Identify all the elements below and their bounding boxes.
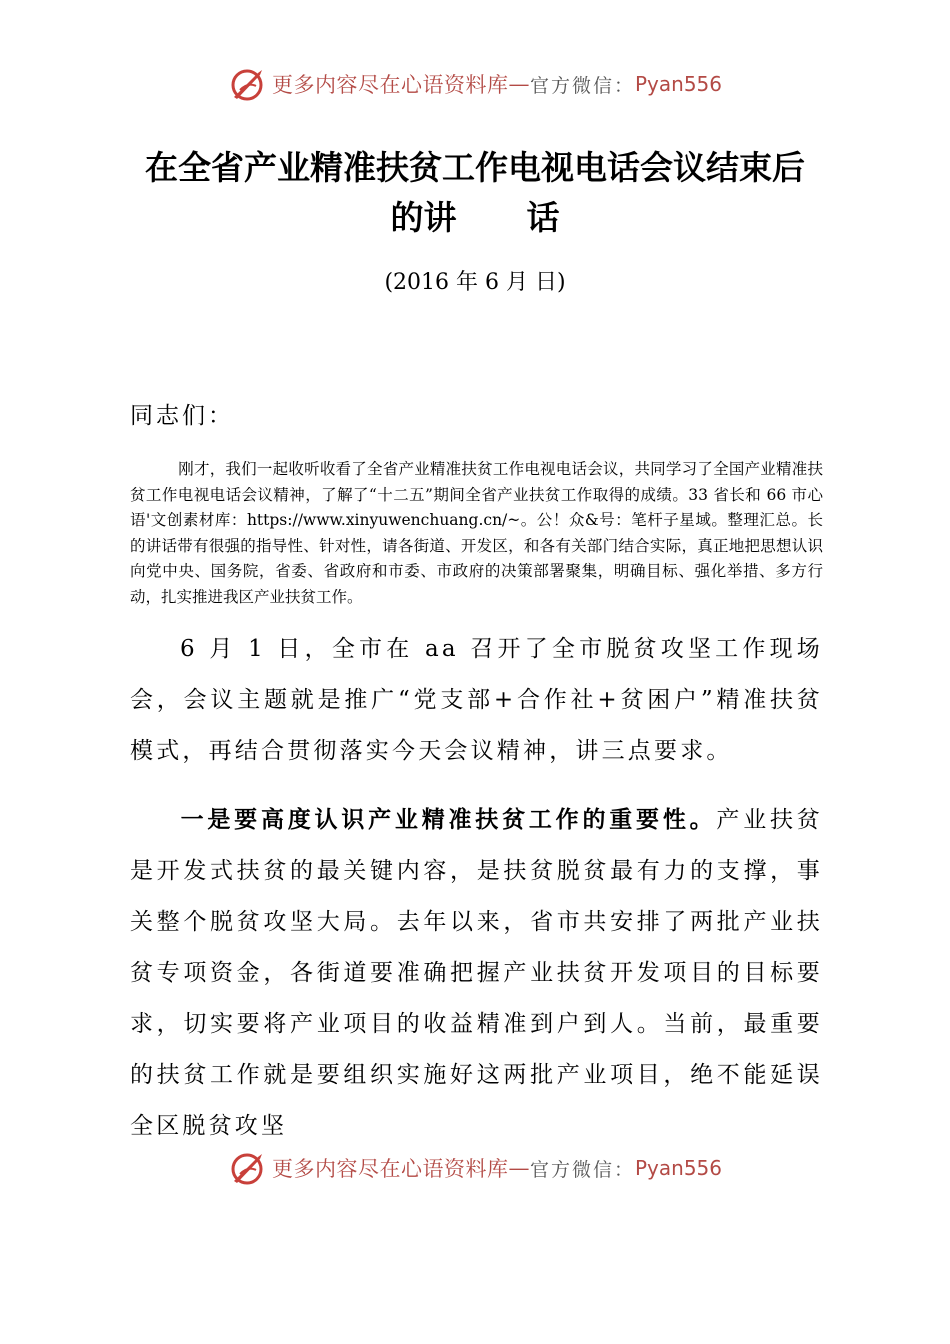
pen-logo-icon <box>228 1148 268 1188</box>
banner-dash: — <box>508 1156 530 1180</box>
intro-text: 刚才，我们一起收听收看了全省产业精准扶贫工作电视电话会议，共同学习了全国产业精准扶贫工作电视电话会议精神，了解了“十二五”期间全省产业扶贫工作取得的成绩。33 省长和 66 市心语'文创素材库：https://www.xinyuwenchuang.cn/~。公！众&号：笔杆子星域。整理汇总。长的讲话带有很强的指导性、针对性，请各街道、开发区，和各有关部门结合实际，真正地把思想认识向党中央、国务院，省委、省政府和市委、市政府的决策部署聚集，明确目标、强化举措、多方行动，扎实推进我区产业扶贫工作。 <box>130 460 823 606</box>
pen-logo-icon <box>228 64 268 104</box>
banner-wechat-id: Pyan556 <box>635 1156 723 1180</box>
footer-banner <box>0 1148 950 1188</box>
document-date: (2016 年 6 月 日) <box>384 270 566 295</box>
body-paragraph-2 <box>130 794 823 1152</box>
greeting: 同志们： <box>130 403 234 429</box>
banner-main-text: 更多内容尽在心语资料库 <box>271 73 509 97</box>
title-part-a: 的讲 <box>390 198 457 237</box>
para2-body: 产业扶贫是开发式扶贫的最关键内容，是扶贫脱贫最有力的支撑，事关整个脱贫攻坚大局。去年以来，省市共安排了两批产业扶贫专项资金，各街道要准确把握产业扶贫开发项目的目标要求，切实要将产业项目的收益精准到户到人。当前，最重要的扶贫工作就是要组织实施好这两批产业项目，绝不能延误全区脱贫攻坚 <box>130 807 823 1139</box>
body-paragraph-1 <box>130 624 823 777</box>
banner-wechat-id: Pyan556 <box>635 72 723 96</box>
banner-main-text: 更多内容尽在心语资料库 <box>271 1157 509 1181</box>
banner-wechat-label: 官方微信： <box>529 74 635 97</box>
para2-lead: 一是要高度认识产业精准扶贫工作的重要性。 <box>180 806 717 833</box>
banner-dash: — <box>508 72 530 96</box>
banner-wechat-label: 官方微信： <box>529 1158 635 1181</box>
para1-text: 6 月 1 日，全市在 aa 召开了全市脱贫攻坚工作现场会，会议主题就是推广“党支部+合作社+贫困户”精准扶贫模式，再结合贯彻落实今天会议精神，讲三点要求。 <box>130 636 823 764</box>
header-banner <box>0 64 950 104</box>
title-part-b: 话 <box>526 198 560 237</box>
document-title-line1: 在全省产业精准扶贫工作电视电话会议结束后 <box>145 148 805 187</box>
document-title-line2 <box>0 194 950 242</box>
intro-paragraph <box>130 457 823 611</box>
